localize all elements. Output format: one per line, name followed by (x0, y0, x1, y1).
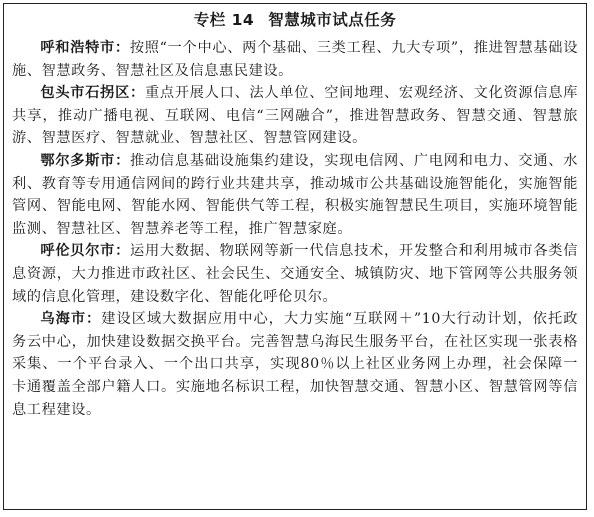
entry-text: 重点开展人口、法人单位、空间地理、宏观经济、文化资源信息库共享，推动广播电视、互联网、电信“三网融合”，推进智慧政务、智慧交通、智慧旅游、智慧医疗、智慧就业、智慧社区、智慧管网建设。 (12, 85, 579, 147)
entry-wuhai (12, 308, 578, 421)
entry-baotou-shiguai (12, 82, 578, 150)
entry-text: 运用大数据、物联网等新一代信息技术，开发整合和利用城市各类信息资源，大力推进市政社区、社会民生、交通安全、城镇防灾、地下管网等公共服务领域的信息化管理，建设数字化、智能化呼伦贝尔。 (12, 243, 578, 305)
column-heading: 智慧城市试点任务 (268, 11, 397, 29)
city-name: 呼伦贝尔市： (40, 243, 131, 260)
entry-text: 建设区域大数据应用中心，大力实施“互联网＋”10大行动计划，依托政务云中心，加快建设数据交换平台。完善智慧乌海民生服务平台，在社区实现一张表格采集、一个平台录入、一个出口共享，实现80％以上社区业务网上办理，社会保障一卡通覆盖全部户籍人口。实施地名标识工程，加快智慧交通、智慧小区、智慧管网等信息工程建设。 (12, 311, 578, 418)
column-box (3, 3, 587, 510)
city-name: 鄂尔多斯市： (40, 152, 131, 169)
entry-hulunbuir (12, 240, 578, 308)
column-title (12, 7, 578, 33)
entry-ordos (12, 150, 578, 240)
city-name: 包头市石拐区： (40, 85, 145, 102)
city-name: 乌海市： (40, 311, 102, 328)
entry-text: 推动信息基础设施集约建设，实现电信网、广电网和电力、交通、水利、教育等专用通信网间的跨行业共建共享，推动城市公共基础设施智能化，实施智能管网、智能电网、智能水网、智能供气等工程，积极实施智慧民生项目，实施环境智能监测、智慧社区、智慧养老等工程，推广智慧家庭。 (12, 152, 578, 237)
entry-text: 按照“一个中心、两个基础、三类工程、九大专项”，推进智慧基础设施、智慧政务、智慧社区及信息惠民建设。 (12, 40, 578, 79)
city-name: 呼和浩特市： (40, 40, 130, 56)
entry-hohhot (12, 37, 578, 82)
column-number: 专栏 14 (193, 11, 255, 29)
